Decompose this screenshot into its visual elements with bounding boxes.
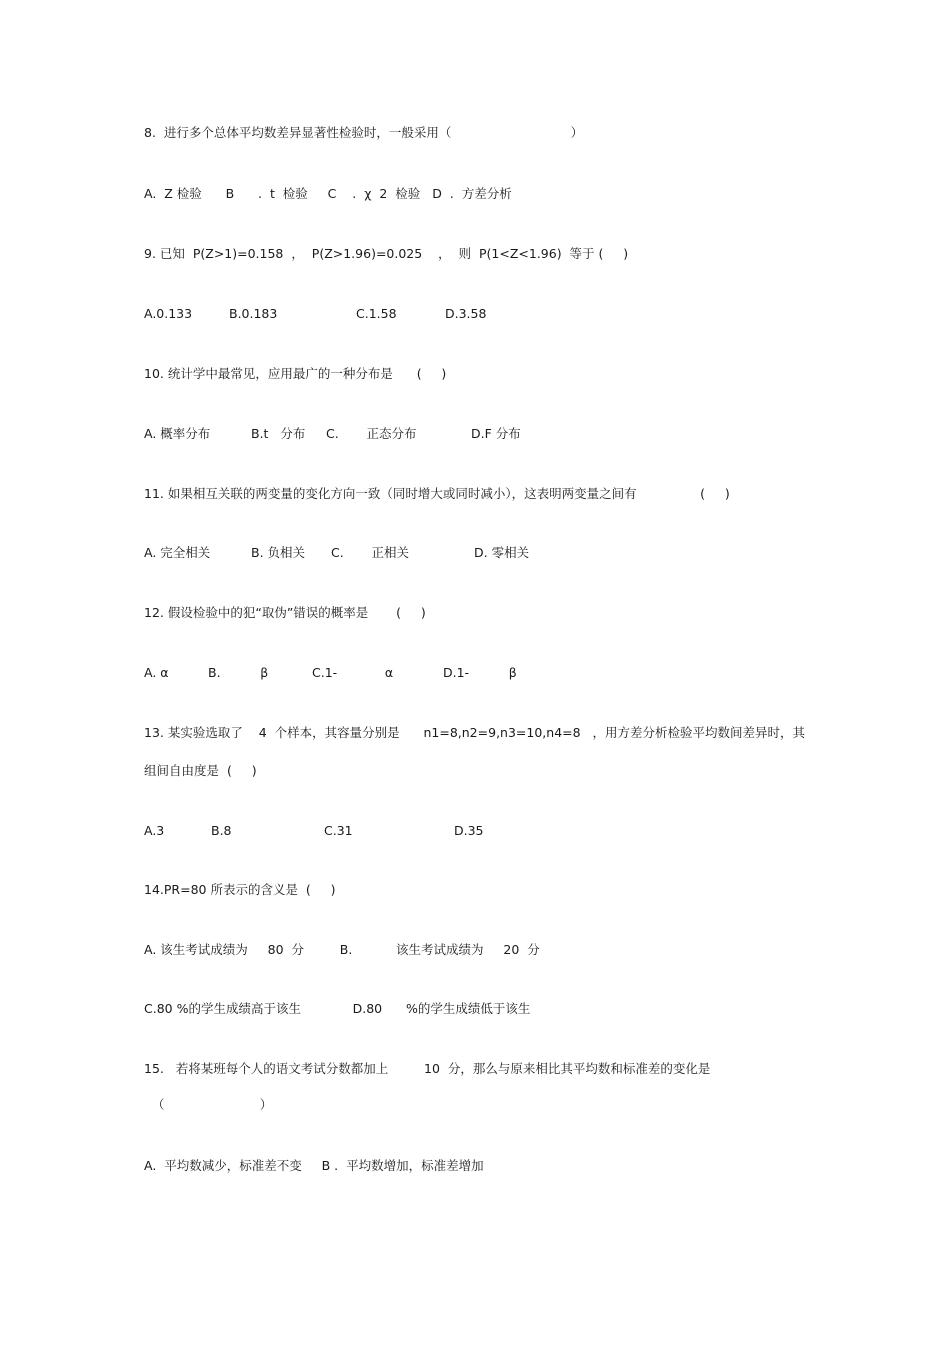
question-12-option-a: A. α: [144, 665, 169, 680]
question-8-stem: 8. 进行多个总体平均数差异显著性检验时，一般采用（ ）: [144, 125, 584, 140]
question-11-option-d: D. 零相关: [474, 545, 530, 560]
question-14-stem: 14.PR=80 所表示的含义是 ( ): [144, 882, 336, 897]
question-14-options-ab: A. 该生考试成绩为 80 分 B. 该生考试成绩为 20 分: [144, 942, 540, 957]
question-12-option-c: C.1- α: [312, 665, 394, 680]
question-12-stem: 12. 假设检验中的犯“取伪”错误的概率是 ( ): [144, 605, 426, 620]
question-10-option-b: B.t 分布: [251, 426, 306, 441]
question-15-options: A. 平均数减少，标准差不变 B . 平均数增加，标准差增加: [144, 1158, 484, 1173]
question-14-options-cd: C.80 %的学生成绩高于该生 D.80 %的学生成绩低于该生: [144, 1001, 531, 1016]
question-13-option-c: C.31: [324, 823, 353, 838]
question-11-option-b: B. 负相关: [251, 545, 306, 560]
question-13-option-b: B.8: [211, 823, 232, 838]
question-9-option-d: D.3.58: [445, 306, 487, 321]
question-8-options: A. Z 检验 B . t 检验 C . χ 2 检验 D . 方差分析: [144, 186, 512, 201]
question-10-option-c: C. 正态分布: [326, 426, 417, 441]
question-11-option-a: A. 完全相关: [144, 545, 211, 560]
question-9-stem: 9. 已知 P(Z>1)=0.158 ， P(Z>1.96)=0.025 ， 则 P(1<Z<1.96) 等于 ( ): [144, 246, 629, 261]
question-11-option-c: C. 正相关: [331, 545, 410, 560]
question-13-stem-continued: 组间自由度是 ( ): [144, 763, 257, 778]
question-10-stem: 10. 统计学中最常见，应用最广的一种分布是 ( ): [144, 366, 447, 381]
question-13-option-d: D.35: [454, 823, 484, 838]
question-15-stem: 15. 若将某班每个人的语文考试分数都加上 10 分，那么与原来相比其平均数和标准差的变化是: [144, 1061, 711, 1076]
question-12-option-b: B. β: [208, 665, 269, 680]
question-15-stem-continued: （ ）: [144, 1097, 273, 1112]
question-10-option-d: D.F 分布: [471, 426, 521, 441]
question-13-stem: 13. 某实验选取了 4 个样本，其容量分别是 n1=8,n2=9,n3=10,n4=8 ，用方差分析检验平均数间差异时，其: [144, 725, 805, 740]
question-12-option-d: D.1- β: [443, 665, 517, 680]
question-10-option-a: A. 概率分布: [144, 426, 211, 441]
question-13-option-a: A.3: [144, 823, 165, 838]
question-9-option-c: C.1.58: [356, 306, 397, 321]
question-11-stem: 11. 如果相互关联的两变量的变化方向一致（同时增大或同时减小），这表明两变量之间有 ( ): [144, 486, 730, 501]
question-9-option-a: A.0.133: [144, 306, 193, 321]
question-9-option-b: B.0.183: [229, 306, 278, 321]
